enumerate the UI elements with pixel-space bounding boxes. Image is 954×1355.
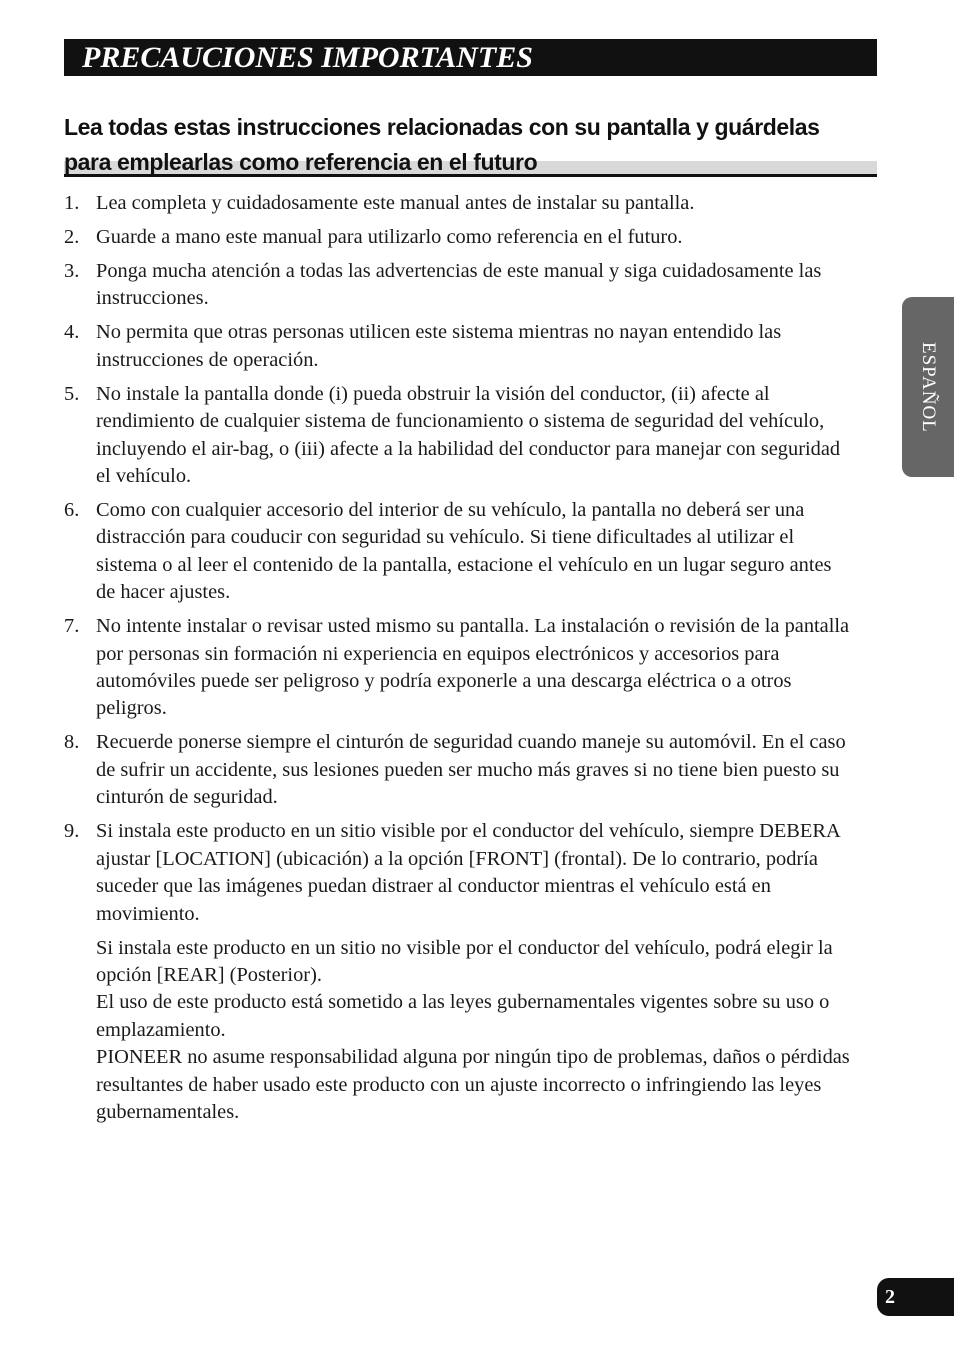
paragraph-rear-option: Si instala este producto en un sitio no visible por el conductor del vehículo, podrá elegir la opción [REAR] (Posterior). (96, 936, 833, 986)
language-label: ESPAÑOL (918, 341, 939, 433)
item-number: 4. (64, 321, 80, 344)
list-item (64, 613, 854, 723)
subheading-line-1: Lea todas estas instrucciones relacionadas con su pantalla y guárdelas (64, 114, 820, 140)
item-number: 6. (64, 499, 80, 522)
item-9-continuation (64, 935, 854, 1127)
list-item (64, 258, 854, 313)
paragraph-disclaimer: PIONEER no asume responsabilidad alguna por ningún tipo de problemas, daños o pérdidas resultantes de haber usado este producto con un ajuste incorrecto o infringiendo las leyes gubernamentales. (96, 1046, 850, 1123)
item-number: 7. (64, 615, 80, 638)
list-item (64, 190, 854, 217)
list-item (64, 818, 854, 928)
instructions-content (64, 190, 854, 1126)
item-number: 9. (64, 820, 80, 843)
list-item (64, 224, 854, 251)
list-item (64, 319, 854, 374)
section-subheading (64, 110, 877, 180)
item-number: 2. (64, 226, 80, 248)
list-item (64, 497, 854, 607)
instructions-list (64, 190, 854, 928)
item-number: 5. (64, 382, 80, 405)
item-text: Ponga mucha atención a todas las advertencias de este manual y siga cuidadosamente las instrucciones. (96, 260, 822, 310)
title-bar (64, 39, 877, 76)
item-text: No permita que otras personas utilicen este sistema mientras no nayan entendido las instrucciones de operación. (96, 321, 782, 371)
item-text: Si instala este producto en un sitio visible por el conductor del vehículo, siempre DEBERA ajustar [LOCATION] (ubicación) a la opción [FRONT] (frontal). De lo contrario, podría suceder que las imágenes puedan distraer al conductor mientras el vehículo está en movimiento. (96, 820, 840, 925)
list-item (64, 381, 854, 491)
item-text: Guarde a mano este manual para utilizarlo como referencia en el futuro. (96, 226, 683, 248)
item-number: 8. (64, 731, 80, 754)
page-number: 2 (885, 1286, 895, 1308)
item-text: Como con cualquier accesorio del interior de su vehículo, la pantalla no deberá ser una distracción para couducir con seguridad su vehículo. Si tiene dificultades al utilizar el sistema o al leer el contenido de la pantalla, estacione el vehículo en un lugar seguro antes de hacer ajustes. (96, 499, 832, 604)
item-text: No instale la pantalla donde (i) pueda obstruir la visión del conductor, (ii) afecte al rendimiento de cualquier sistema de funcionamiento o sistema de seguridad del vehículo, incluyendo el air-bag, o (iii) afecte a la habilidad del conductor para manejar con seguridad el vehículo. (96, 382, 841, 488)
item-text: Recuerde ponerse siempre el cinturón de seguridad cuando maneje su automóvil. En el caso de sufrir un accidente, sus lesiones pueden ser mucho más graves si no tiene bien puesto su cinturón de seguridad. (96, 731, 846, 809)
paragraph-laws: El uso de este producto está sometido a las leyes gubernamentales vigentes sobre su uso o emplazamiento. (96, 991, 830, 1041)
list-item (64, 729, 854, 811)
item-text: Lea completa y cuidadosamente este manual antes de instalar su pantalla. (96, 192, 695, 214)
subheading-line-2: para emplearlas como referencia en el futuro (64, 149, 538, 175)
page-number-tab (877, 1278, 954, 1316)
item-text: No intente instalar o revisar usted mismo su pantalla. La instalación o revisión de la pantalla por personas sin formación ni experiencia en equipos electrónicos y accesorios para automóviles puede ser peligroso y podría exponerle a una descarga eléctrica o a otros peligros. (96, 615, 850, 720)
item-number: 3. (64, 260, 80, 282)
page-title: PRECAUCIONES IMPORTANTES (82, 41, 533, 74)
item-number: 1. (64, 192, 80, 214)
language-tab (902, 297, 954, 477)
